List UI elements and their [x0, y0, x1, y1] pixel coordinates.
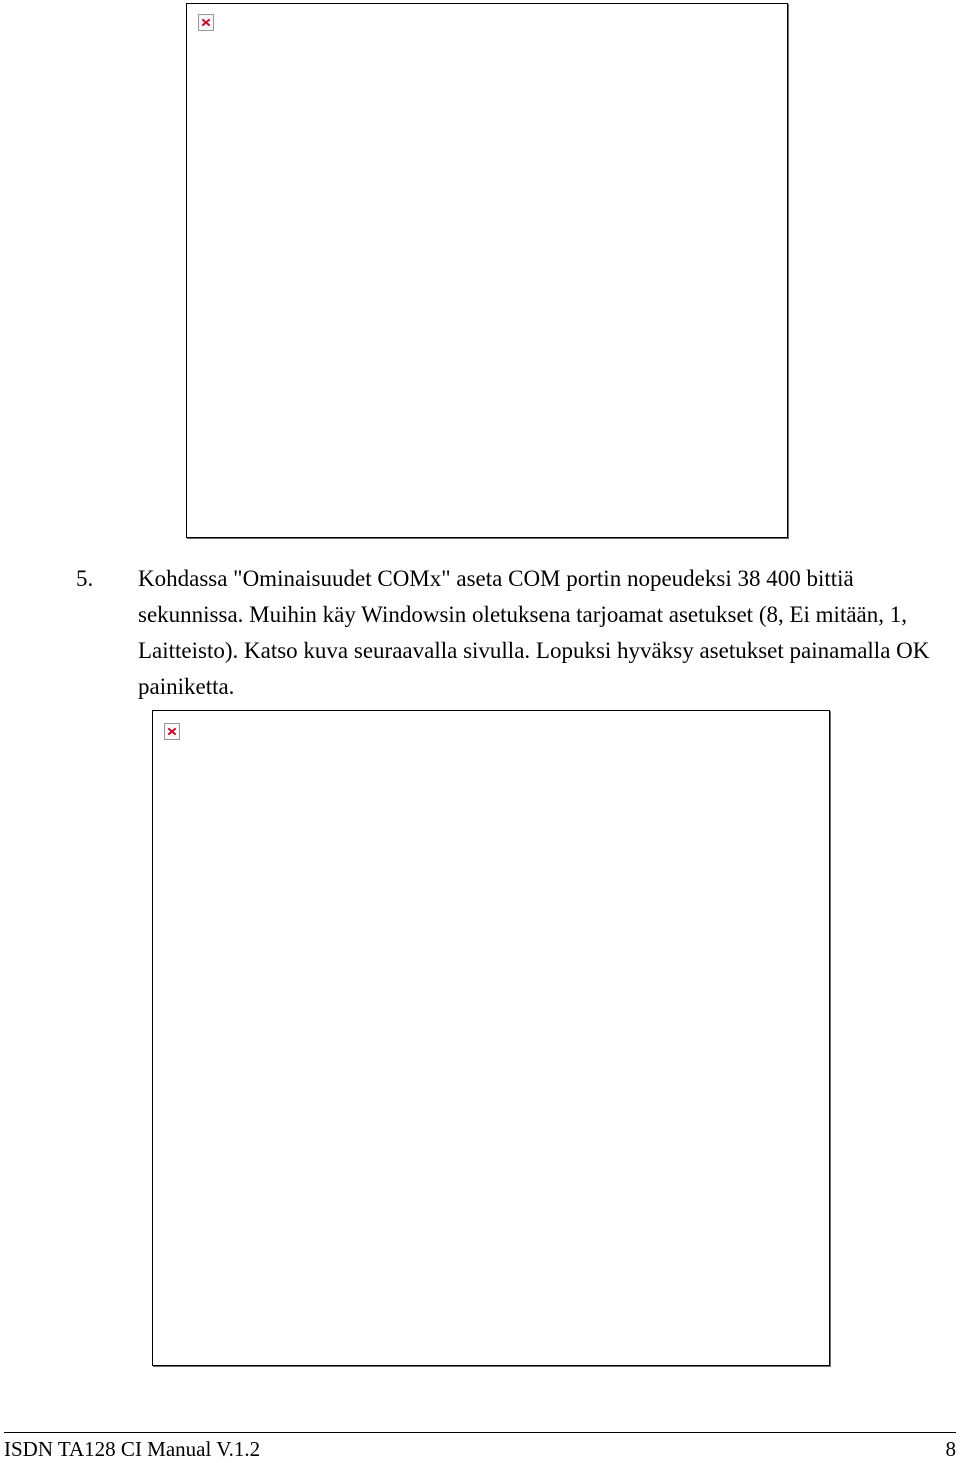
footer-document-title: ISDN TA128 CI Manual V.1.2 — [4, 1437, 261, 1461]
footer-divider — [4, 1432, 956, 1433]
screenshot-image-placeholder-top — [186, 3, 788, 538]
page-footer — [4, 1432, 956, 1460]
broken-image-icon — [164, 723, 180, 740]
screenshot-image-placeholder-bottom — [152, 710, 830, 1366]
broken-image-icon — [198, 14, 214, 31]
footer-page-number: 8 — [945, 1437, 956, 1461]
step-text: Kohdassa "Ominaisuudet COMx" aseta COM portin nopeudeksi 38 400 bittiä sekunnissa. Muihin käy Windowsin oletuksena tarjoamat asetukset (8, Ei mitään, 1, Laitteisto). Katso kuva seuraavalla sivulla. Lopuksi hyväksy asetukset painamalla OK painiketta. — [138, 566, 930, 699]
step-number: 5. — [76, 566, 94, 591]
